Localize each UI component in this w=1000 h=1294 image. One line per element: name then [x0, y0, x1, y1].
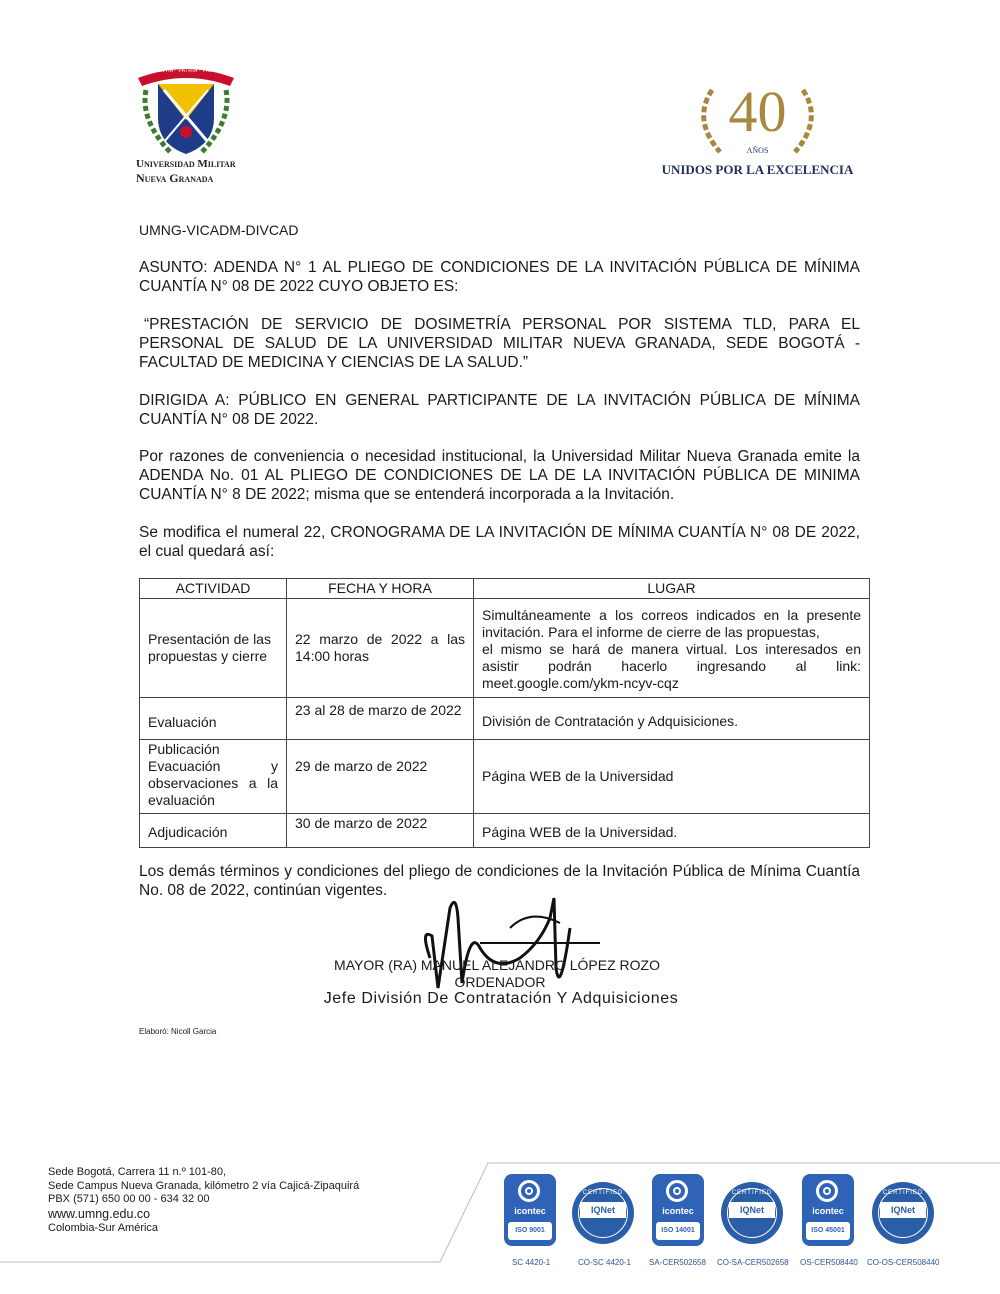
- umng-logo-line1: Universidad Militar: [136, 158, 236, 170]
- table-header-place: LUGAR: [474, 579, 870, 599]
- iqnet-badge-1: CERTIFIED IQNet: [572, 1182, 634, 1244]
- icontec-icon: [518, 1180, 540, 1202]
- table-cell-place: División de Contratación y Adquisiciones.: [474, 698, 870, 740]
- table-row: [140, 740, 870, 814]
- document-modification: Se modifica el numeral 22, CRONOGRAMA DE LA INVITACIÓN DE MÍNIMA CUANTÍA N° 08 DE 2022, el cual quedará así:: [139, 524, 860, 560]
- table-cell-activity: Publicación Evacuación y observaciones a la evaluación: [140, 740, 287, 814]
- table-row: [140, 698, 870, 740]
- anniversary-number: 40: [728, 79, 787, 144]
- table-cell-date: 22 marzo de 2022 a las 14:00 horas: [287, 599, 474, 698]
- cert-code: SC 4420-1: [512, 1258, 551, 1267]
- footer-address-campus: Sede Campus Nueva Granada, kilómetro 2 vía Cajicá-Zipaquirá: [48, 1179, 360, 1192]
- icontec-icon: [666, 1180, 688, 1202]
- icontec-icon: [816, 1180, 838, 1202]
- document-reference: UMNG-VICADM-DIVCAD: [139, 222, 299, 238]
- table-header-date: FECHA Y HORA: [287, 579, 474, 599]
- footer-phone: PBX (571) 650 00 00 - 634 32 00: [48, 1193, 210, 1205]
- signer-role: ORDENADOR: [454, 974, 546, 990]
- prepared-by: Elaboró: Nicoll Garcia: [139, 1027, 217, 1036]
- icontec-iso14001-badge: icontec ISO 14001: [652, 1174, 704, 1246]
- table-cell-date: 23 al 28 de marzo de 2022: [287, 698, 474, 740]
- signer-name: MAYOR (RA) MANUEL ALEJANDRO LÓPEZ ROZO: [334, 957, 660, 973]
- umng-logo-motto: SCIENTIA · PATRIA · FAMILIA: [148, 68, 224, 74]
- iqnet-badge-2: CERTIFIED IQNet: [721, 1182, 783, 1244]
- umng-shield-icon: [130, 60, 242, 160]
- table-cell-activity: Adjudicación: [140, 814, 287, 848]
- table-cell-activity: Presentación de las propuestas y cierre: [140, 599, 287, 698]
- table-cell-place: Página WEB de la Universidad: [474, 740, 870, 814]
- anniversary-logo: [650, 80, 865, 180]
- table-cell-place: [474, 599, 870, 698]
- place-line: Simultáneamente a los correos indicados en la presente invitación. Para el informe de cierre de las propuestas,: [482, 606, 861, 640]
- footer-website-link[interactable]: www.umng.edu.co: [48, 1206, 151, 1221]
- cert-code: CO-SA-CER502658: [717, 1258, 789, 1267]
- cert-code: CO-SC 4420-1: [578, 1258, 631, 1267]
- table-cell-date: 30 de marzo de 2022: [287, 814, 474, 848]
- place-line: el mismo se hará de manera virtual. Los interesados en asistir podrán hacerlo ingresando al link:: [482, 640, 861, 674]
- table-header-row: [140, 579, 870, 599]
- footer-address-bogota: Sede Bogotá, Carrera 11 n.º 101-80,: [48, 1166, 227, 1178]
- anniversary-tagline: UNIDOS POR LA EXCELENCIA: [661, 162, 854, 177]
- document-subject: ASUNTO: ADENDA N° 1 AL PLIEGO DE CONDICIONES DE LA INVITACIÓN PÚBLICA DE MÍNIMA CUANTÍA N° 08 DE 2022 CUYO OBJETO ES:: [139, 259, 860, 295]
- table-cell-place: Página WEB de la Universidad.: [474, 814, 870, 848]
- place-line-link[interactable]: meet.google.com/ykm-ncyv-cqz: [482, 674, 679, 691]
- table-row: [140, 599, 870, 698]
- icontec-iso45001-badge: icontec ISO 45001: [802, 1174, 854, 1246]
- footer-country: Colombia-Sur América: [48, 1221, 159, 1234]
- iqnet-badge-3: CERTIFIED IQNet: [872, 1182, 934, 1244]
- anniversary-years: AÑOS: [746, 146, 769, 155]
- table-cell-date: 29 de marzo de 2022: [287, 740, 474, 814]
- umng-logo-line2: Nueva Granada: [136, 171, 214, 185]
- schedule-table: [139, 578, 870, 848]
- footer-contact: [48, 1166, 359, 1235]
- cert-code: OS-CER508440: [800, 1258, 858, 1267]
- document-intro: Por razones de conveniencia o necesidad institucional, la Universidad Militar Nueva Granada emite la ADENDA No. 01 AL PLIEGO DE CONDICIONES DE LA DE LA INVITACIÓN PÚBLICA DE MINIMA CUANTÍA N° 8 DE 2022; misma que se entenderá incorporada a la Invitación.: [139, 448, 860, 503]
- table-cell-activity: Evaluación: [140, 698, 287, 740]
- document-addressed-to: DIRIGIDA A: PÚBLICO EN GENERAL PARTICIPANTE DE LA INVITACIÓN PÚBLICA DE MÍNIMA CUANTÍA N° 08 DE 2022.: [139, 392, 860, 428]
- cert-code: SA-CER502658: [649, 1258, 706, 1267]
- cert-code: CO-OS-CER508440: [867, 1258, 940, 1267]
- table-header-activity: ACTIVIDAD: [140, 579, 287, 599]
- umng-logo: [130, 60, 242, 190]
- table-row: [140, 814, 870, 848]
- icontec-iso9001-badge: icontec ISO 9001: [504, 1174, 556, 1246]
- signer-division: Jefe División De Contratación Y Adquisiciones: [323, 990, 679, 1007]
- document-object: “PRESTACIÓN DE SERVICIO DE DOSIMETRÍA PERSONAL POR SISTEMA TLD, PARA EL PERSONAL DE SALUD DE LA UNIVERSIDAD MILITAR NUEVA GRANADA, SEDE BOGOTÁ - FACULTAD DE MEDICINA Y CIENCIAS DE LA SALUD.”: [139, 316, 860, 371]
- document-closing: Los demás términos y condiciones del pliego de condiciones de la Invitación Pública de Mínima Cuantía No. 08 de 2022, continúan vigentes.: [139, 863, 860, 899]
